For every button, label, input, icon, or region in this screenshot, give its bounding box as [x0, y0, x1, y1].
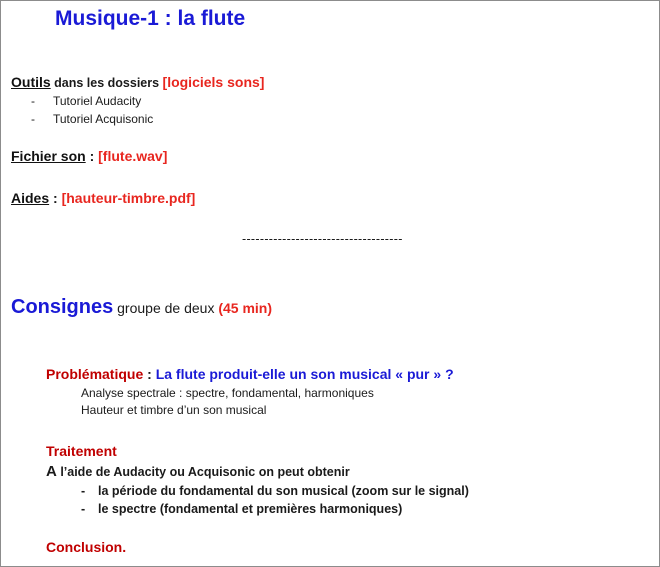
- problematique-detail: Hauteur et timbre d’un son musical: [81, 403, 267, 417]
- problematique-colon: :: [143, 366, 156, 382]
- aides-line: [11, 190, 195, 206]
- consignes-line: [11, 296, 272, 319]
- outils-text: dans les dossiers: [50, 76, 163, 90]
- outils-folder: [logiciels sons]: [162, 74, 265, 90]
- problematique-line: [46, 366, 454, 382]
- outils-item-label: Tutoriel Acquisonic: [53, 112, 154, 126]
- fichier-line: [11, 148, 167, 164]
- conclusion-label: Conclusion.: [46, 539, 127, 555]
- fichier-value: [flute.wav]: [98, 148, 168, 164]
- outils-line: [11, 74, 264, 90]
- aides-colon: :: [49, 190, 62, 206]
- separator-line: ------------------------------------: [242, 232, 403, 246]
- aides-value: [hauteur-timbre.pdf]: [61, 190, 196, 206]
- traitement-label: Traitement: [46, 443, 117, 459]
- outils-item-label: Tutoriel Audacity: [53, 94, 142, 108]
- traitement-item: - la période du fondamental du son musical (zoom sur le signal): [81, 484, 469, 498]
- aides-label: Aides: [11, 190, 50, 206]
- traitement-item-label: la période du fondamental du son musical (zoom sur le signal): [98, 484, 469, 498]
- fichier-colon: :: [85, 148, 99, 164]
- traitement-item: - le spectre (fondamental et premières harmoniques): [81, 502, 403, 516]
- outils-label: Outils: [11, 74, 51, 90]
- consignes-text: groupe de deux: [113, 300, 219, 316]
- traitement-intro: [46, 463, 350, 481]
- traitement-intro-initial: A: [46, 463, 57, 480]
- page-title: Musique-1 : la flute: [55, 7, 246, 30]
- outils-item: - Tutoriel Audacity: [31, 94, 142, 108]
- outils-item: - Tutoriel Acquisonic: [31, 112, 154, 126]
- problematique-label: Problématique: [46, 366, 144, 382]
- consignes-duration: (45 min): [218, 300, 273, 316]
- consignes-label: Consignes: [11, 296, 114, 318]
- traitement-item-label: le spectre (fondamental et premières harmoniques): [98, 502, 403, 516]
- traitement-intro-text: l’aide de Audacity ou Acquisonic on peut obtenir: [56, 465, 350, 479]
- problematique-question: La flute produit-elle un son musical « pur » ?: [155, 366, 454, 382]
- fichier-label: Fichier son: [11, 148, 86, 164]
- problematique-detail: Analyse spectrale : spectre, fondamental, harmoniques: [81, 386, 374, 400]
